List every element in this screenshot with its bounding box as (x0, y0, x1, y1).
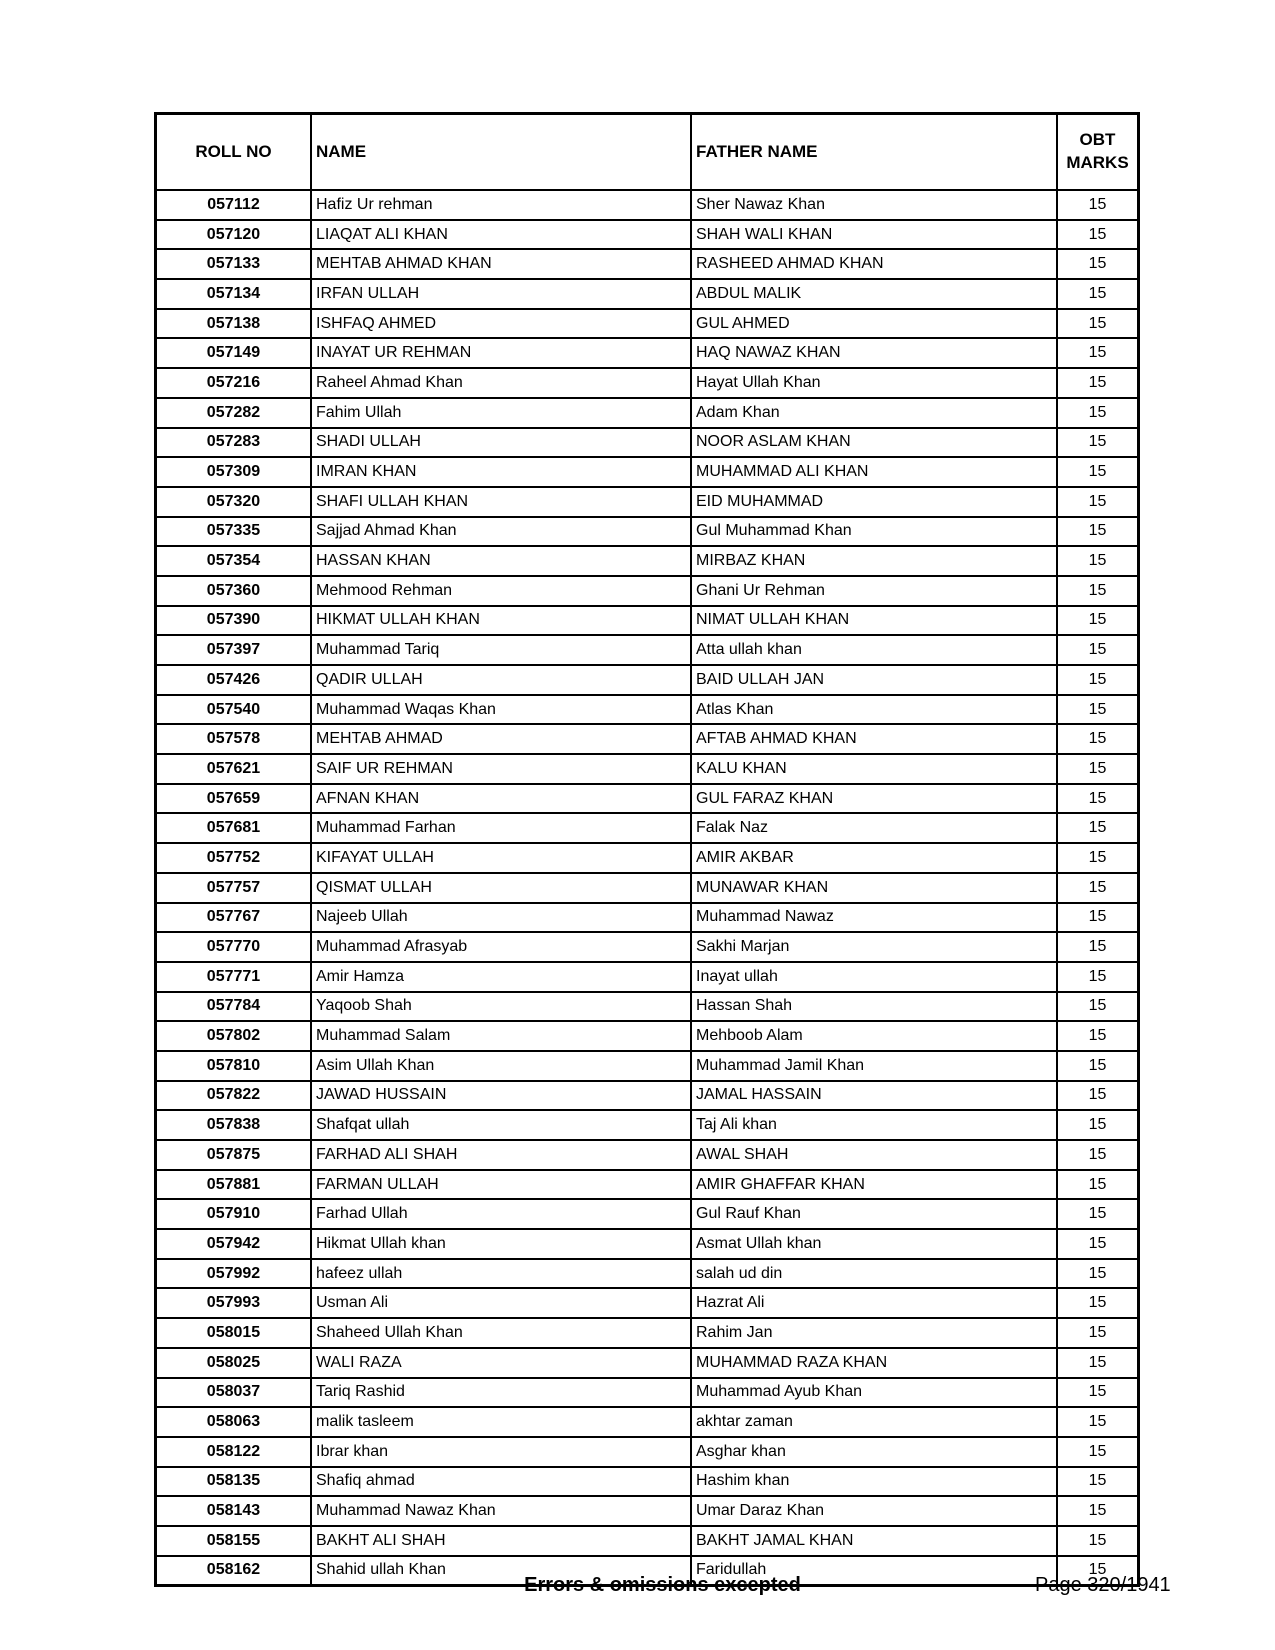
roll-no-cell: 057390 (156, 606, 312, 636)
roll-no-cell: 057283 (156, 428, 312, 458)
results-table (154, 112, 1140, 1587)
roll-no-cell: 057881 (156, 1170, 312, 1200)
father-name-cell: MUNAWAR KHAN (691, 873, 1057, 903)
father-name-cell: HAQ NAWAZ KHAN (691, 338, 1057, 368)
roll-no-cell: 057757 (156, 873, 312, 903)
father-name-cell: Inayat ullah (691, 962, 1057, 992)
table-row (156, 992, 1139, 1022)
father-name-cell: AMIR GHAFFAR KHAN (691, 1170, 1057, 1200)
roll-no-cell: 058162 (156, 1556, 312, 1586)
obt-marks-cell: 15 (1057, 398, 1139, 428)
table-row (156, 1526, 1139, 1556)
roll-no-cell: 057138 (156, 309, 312, 339)
obt-marks-cell: 15 (1057, 1496, 1139, 1526)
table-row (156, 635, 1139, 665)
table-row (156, 724, 1139, 754)
obt-marks-cell: 15 (1057, 190, 1139, 220)
table-row (156, 1437, 1139, 1467)
obt-marks-cell: 15 (1057, 1140, 1139, 1170)
name-cell: Usman Ali (311, 1288, 691, 1318)
obt-marks-cell: 15 (1057, 1021, 1139, 1051)
name-cell: Yaqoob Shah (311, 992, 691, 1022)
father-name-cell: JAMAL HASSAIN (691, 1081, 1057, 1111)
father-name-cell: AFTAB AHMAD KHAN (691, 724, 1057, 754)
obt-marks-cell: 15 (1057, 932, 1139, 962)
name-cell: HASSAN KHAN (311, 546, 691, 576)
roll-no-cell: 057822 (156, 1081, 312, 1111)
name-cell: Amir Hamza (311, 962, 691, 992)
obt-marks-cell: 15 (1057, 220, 1139, 250)
father-name-cell: Hashim khan (691, 1467, 1057, 1497)
father-name-cell: BAID ULLAH JAN (691, 665, 1057, 695)
roll-no-cell: 057112 (156, 190, 312, 220)
name-cell: QISMAT ULLAH (311, 873, 691, 903)
father-name-cell: Asghar khan (691, 1437, 1057, 1467)
father-name-cell: Adam Khan (691, 398, 1057, 428)
obt-marks-cell: 15 (1057, 279, 1139, 309)
roll-no-cell: 057770 (156, 932, 312, 962)
name-cell: Shahid ullah Khan (311, 1556, 691, 1586)
obt-marks-cell: 15 (1057, 1437, 1139, 1467)
obt-marks-cell: 15 (1057, 813, 1139, 843)
obt-marks-cell: 15 (1057, 606, 1139, 636)
name-cell: Tariq Rashid (311, 1378, 691, 1408)
roll-no-cell: 057216 (156, 368, 312, 398)
name-cell: MEHTAB AHMAD (311, 724, 691, 754)
name-cell: KIFAYAT ULLAH (311, 843, 691, 873)
name-cell: Muhammad Tariq (311, 635, 691, 665)
table-row (156, 220, 1139, 250)
father-name-cell: Atlas Khan (691, 695, 1057, 725)
name-cell: ISHFAQ AHMED (311, 309, 691, 339)
name-cell: Ibrar khan (311, 1437, 691, 1467)
footer-note: Errors & omissions excepted (524, 1574, 801, 1596)
father-name-cell: salah ud din (691, 1259, 1057, 1289)
name-cell: QADIR ULLAH (311, 665, 691, 695)
name-cell: Shafiq ahmad (311, 1467, 691, 1497)
obt-marks-cell: 15 (1057, 1229, 1139, 1259)
table-row (156, 1378, 1139, 1408)
roll-no-cell: 058025 (156, 1348, 312, 1378)
father-name-cell: Muhammad Ayub Khan (691, 1378, 1057, 1408)
table-row (156, 873, 1139, 903)
results-tbody (156, 190, 1139, 1586)
table-row (156, 1140, 1139, 1170)
roll-no-cell: 057578 (156, 724, 312, 754)
father-name-cell: Ghani Ur Rehman (691, 576, 1057, 606)
name-cell: Sajjad Ahmad Khan (311, 517, 691, 547)
roll-no-cell: 057838 (156, 1110, 312, 1140)
name-cell: SHADI ULLAH (311, 428, 691, 458)
roll-no-cell: 057771 (156, 962, 312, 992)
name-cell: Hikmat Ullah khan (311, 1229, 691, 1259)
table-row (156, 1199, 1139, 1229)
name-cell: FARHAD ALI SHAH (311, 1140, 691, 1170)
father-name-cell: ABDUL MALIK (691, 279, 1057, 309)
father-name-cell: akhtar zaman (691, 1407, 1057, 1437)
table-row (156, 754, 1139, 784)
father-name-cell: AMIR AKBAR (691, 843, 1057, 873)
obt-marks-cell: 15 (1057, 784, 1139, 814)
name-cell: IRFAN ULLAH (311, 279, 691, 309)
obt-marks-cell: 15 (1057, 843, 1139, 873)
father-name-cell: NOOR ASLAM KHAN (691, 428, 1057, 458)
father-name-cell: BAKHT JAMAL KHAN (691, 1526, 1057, 1556)
table-row (156, 1318, 1139, 1348)
father-name-cell: MIRBAZ KHAN (691, 546, 1057, 576)
obt-marks-cell: 15 (1057, 1259, 1139, 1289)
table-row (156, 1348, 1139, 1378)
name-cell: malik tasleem (311, 1407, 691, 1437)
father-name-cell: Taj Ali khan (691, 1110, 1057, 1140)
table-row (156, 665, 1139, 695)
table-row (156, 517, 1139, 547)
roll-no-cell: 058037 (156, 1378, 312, 1408)
roll-no-cell: 057335 (156, 517, 312, 547)
table-row (156, 487, 1139, 517)
table-row (156, 843, 1139, 873)
name-cell: Raheel Ahmad Khan (311, 368, 691, 398)
obt-marks-cell: 15 (1057, 457, 1139, 487)
roll-no-cell: 057875 (156, 1140, 312, 1170)
obt-marks-cell: 15 (1057, 517, 1139, 547)
father-name-cell: GUL FARAZ KHAN (691, 784, 1057, 814)
roll-no-cell: 057309 (156, 457, 312, 487)
table-row (156, 279, 1139, 309)
obt-marks-cell: 15 (1057, 1051, 1139, 1081)
obt-marks-cell: 15 (1057, 1378, 1139, 1408)
obt-marks-cell: 15 (1057, 724, 1139, 754)
father-name-cell: Hayat Ullah Khan (691, 368, 1057, 398)
father-name-cell: Hassan Shah (691, 992, 1057, 1022)
roll-no-cell: 058015 (156, 1318, 312, 1348)
name-cell: WALI RAZA (311, 1348, 691, 1378)
obt-marks-cell: 15 (1057, 1526, 1139, 1556)
table-row (156, 1467, 1139, 1497)
name-cell: Muhammad Waqas Khan (311, 695, 691, 725)
page-number: Page 320/1941 (1035, 1574, 1171, 1596)
roll-no-cell: 057426 (156, 665, 312, 695)
roll-no-cell: 058063 (156, 1407, 312, 1437)
obt-marks-cell: 15 (1057, 873, 1139, 903)
roll-no-cell: 057810 (156, 1051, 312, 1081)
obt-marks-cell: 15 (1057, 1288, 1139, 1318)
father-name-cell: AWAL SHAH (691, 1140, 1057, 1170)
table-row (156, 606, 1139, 636)
obt-marks-cell: 15 (1057, 1407, 1139, 1437)
header-father-name: FATHER NAME (691, 114, 1057, 191)
father-name-cell: Atta ullah khan (691, 635, 1057, 665)
father-name-cell: Gul Muhammad Khan (691, 517, 1057, 547)
name-cell: Muhammad Farhan (311, 813, 691, 843)
father-name-cell: Sher Nawaz Khan (691, 190, 1057, 220)
header-row (156, 114, 1139, 191)
roll-no-cell: 057133 (156, 249, 312, 279)
table-row (156, 1021, 1139, 1051)
table-row (156, 695, 1139, 725)
roll-no-cell: 058155 (156, 1526, 312, 1556)
father-name-cell: Umar Daraz Khan (691, 1496, 1057, 1526)
roll-no-cell: 057802 (156, 1021, 312, 1051)
table-row (156, 1496, 1139, 1526)
table-row (156, 190, 1139, 220)
obt-marks-cell: 15 (1057, 1556, 1139, 1586)
obt-marks-cell: 15 (1057, 1110, 1139, 1140)
father-name-cell: Muhammad Jamil Khan (691, 1051, 1057, 1081)
name-cell: BAKHT ALI SHAH (311, 1526, 691, 1556)
obt-marks-cell: 15 (1057, 754, 1139, 784)
name-cell: Shafqat ullah (311, 1110, 691, 1140)
father-name-cell: NIMAT ULLAH KHAN (691, 606, 1057, 636)
header-roll-no: ROLL NO (156, 114, 312, 191)
table-row (156, 1229, 1139, 1259)
obt-marks-cell: 15 (1057, 1467, 1139, 1497)
father-name-cell: Gul Rauf Khan (691, 1199, 1057, 1229)
obt-marks-cell: 15 (1057, 428, 1139, 458)
table-row (156, 309, 1139, 339)
name-cell: LIAQAT ALI KHAN (311, 220, 691, 250)
roll-no-cell: 057752 (156, 843, 312, 873)
roll-no-cell: 057149 (156, 338, 312, 368)
name-cell: INAYAT UR REHMAN (311, 338, 691, 368)
name-cell: Farhad Ullah (311, 1199, 691, 1229)
header-obt-marks: OBT MARKS (1057, 114, 1139, 191)
roll-no-cell: 057282 (156, 398, 312, 428)
father-name-cell: Falak Naz (691, 813, 1057, 843)
table-row (156, 962, 1139, 992)
roll-no-cell: 058135 (156, 1467, 312, 1497)
roll-no-cell: 057993 (156, 1288, 312, 1318)
table-row (156, 428, 1139, 458)
table-row (156, 338, 1139, 368)
roll-no-cell: 057134 (156, 279, 312, 309)
name-cell: Asim Ullah Khan (311, 1051, 691, 1081)
table-row (156, 546, 1139, 576)
table-row (156, 576, 1139, 606)
roll-no-cell: 057360 (156, 576, 312, 606)
name-cell: SHAFI ULLAH KHAN (311, 487, 691, 517)
father-name-cell: MUHAMMAD ALI KHAN (691, 457, 1057, 487)
obt-marks-cell: 15 (1057, 487, 1139, 517)
roll-no-cell: 058143 (156, 1496, 312, 1526)
name-cell: Najeeb Ullah (311, 903, 691, 933)
obt-marks-cell: 15 (1057, 1318, 1139, 1348)
roll-no-cell: 057784 (156, 992, 312, 1022)
father-name-cell: Mehboob Alam (691, 1021, 1057, 1051)
obt-marks-cell: 15 (1057, 992, 1139, 1022)
roll-no-cell: 058122 (156, 1437, 312, 1467)
father-name-cell: GUL AHMED (691, 309, 1057, 339)
obt-marks-cell: 15 (1057, 546, 1139, 576)
obt-marks-cell: 15 (1057, 249, 1139, 279)
table-row (156, 1407, 1139, 1437)
table-row (156, 249, 1139, 279)
roll-no-cell: 057681 (156, 813, 312, 843)
table-row (156, 368, 1139, 398)
name-cell: Shaheed Ullah Khan (311, 1318, 691, 1348)
name-cell: HIKMAT ULLAH KHAN (311, 606, 691, 636)
obt-marks-cell: 15 (1057, 576, 1139, 606)
roll-no-cell: 057910 (156, 1199, 312, 1229)
roll-no-cell: 057120 (156, 220, 312, 250)
roll-no-cell: 057397 (156, 635, 312, 665)
father-name-cell: SHAH WALI KHAN (691, 220, 1057, 250)
roll-no-cell: 057992 (156, 1259, 312, 1289)
header-name: NAME (311, 114, 691, 191)
obt-marks-cell: 15 (1057, 368, 1139, 398)
name-cell: FARMAN ULLAH (311, 1170, 691, 1200)
table-row (156, 784, 1139, 814)
obt-marks-cell: 15 (1057, 1199, 1139, 1229)
roll-no-cell: 057621 (156, 754, 312, 784)
name-cell: Muhammad Nawaz Khan (311, 1496, 691, 1526)
father-name-cell: EID MUHAMMAD (691, 487, 1057, 517)
father-name-cell: RASHEED AHMAD KHAN (691, 249, 1057, 279)
name-cell: Fahim Ullah (311, 398, 691, 428)
obt-marks-cell: 15 (1057, 1170, 1139, 1200)
table-row (156, 1081, 1139, 1111)
obt-marks-cell: 15 (1057, 1081, 1139, 1111)
roll-no-cell: 057942 (156, 1229, 312, 1259)
table-row (156, 1110, 1139, 1140)
obt-marks-cell: 15 (1057, 338, 1139, 368)
table-row (156, 1170, 1139, 1200)
father-name-cell: Rahim Jan (691, 1318, 1057, 1348)
table-row (156, 1288, 1139, 1318)
name-cell: MEHTAB AHMAD KHAN (311, 249, 691, 279)
name-cell: Hafiz Ur rehman (311, 190, 691, 220)
father-name-cell: Hazrat Ali (691, 1288, 1057, 1318)
name-cell: hafeez ullah (311, 1259, 691, 1289)
name-cell: JAWAD HUSSAIN (311, 1081, 691, 1111)
obt-marks-cell: 15 (1057, 635, 1139, 665)
obt-marks-cell: 15 (1057, 1348, 1139, 1378)
father-name-cell: KALU KHAN (691, 754, 1057, 784)
father-name-cell: Muhammad Nawaz (691, 903, 1057, 933)
obt-marks-cell: 15 (1057, 695, 1139, 725)
results-table-header (156, 114, 1139, 191)
name-cell: IMRAN KHAN (311, 457, 691, 487)
obt-marks-cell: 15 (1057, 309, 1139, 339)
obt-marks-cell: 15 (1057, 962, 1139, 992)
table-row (156, 932, 1139, 962)
roll-no-cell: 057767 (156, 903, 312, 933)
father-name-cell: Faridullah (691, 1556, 1057, 1586)
table-row (156, 903, 1139, 933)
roll-no-cell: 057540 (156, 695, 312, 725)
father-name-cell: Sakhi Marjan (691, 932, 1057, 962)
obt-marks-cell: 15 (1057, 903, 1139, 933)
father-name-cell: Asmat Ullah khan (691, 1229, 1057, 1259)
table-row (156, 813, 1139, 843)
name-cell: Muhammad Salam (311, 1021, 691, 1051)
roll-no-cell: 057320 (156, 487, 312, 517)
father-name-cell: MUHAMMAD RAZA KHAN (691, 1348, 1057, 1378)
table-row (156, 398, 1139, 428)
name-cell: Muhammad Afrasyab (311, 932, 691, 962)
name-cell: AFNAN KHAN (311, 784, 691, 814)
roll-no-cell: 057354 (156, 546, 312, 576)
name-cell: SAIF UR REHMAN (311, 754, 691, 784)
roll-no-cell: 057659 (156, 784, 312, 814)
table-row (156, 1259, 1139, 1289)
name-cell: Mehmood Rehman (311, 576, 691, 606)
table-row (156, 1051, 1139, 1081)
table-row (156, 457, 1139, 487)
obt-marks-cell: 15 (1057, 665, 1139, 695)
